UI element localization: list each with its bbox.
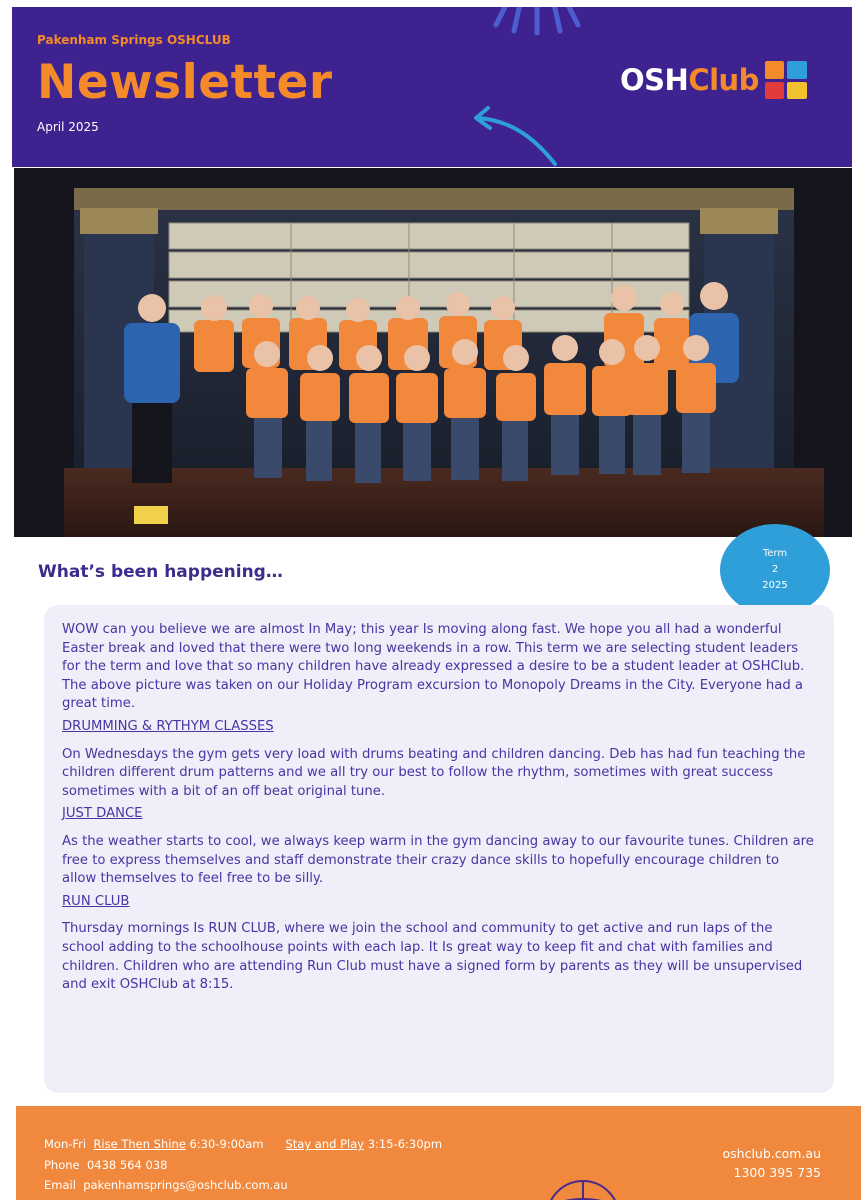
program-stay-and-play-time: 3:15-6:30pm — [367, 1137, 443, 1151]
logo-mark-icon — [765, 61, 807, 99]
email-line — [44, 1178, 288, 1192]
days-label: Mon-Fri — [44, 1137, 87, 1151]
phone-line — [44, 1158, 167, 1172]
newsletter-header — [12, 7, 852, 167]
group-photo — [14, 168, 852, 537]
logo-club: Club — [688, 63, 759, 97]
program-rise-then-shine[interactable]: Rise Then Shine — [93, 1137, 186, 1151]
section-text-just-dance: As the weather starts to cool, we always keep warm in the gym dancing away to our favourite tunes. Children are free to express themselves and staff demonstrate their crazy dance skills to hopefully encourage children to allow themselves to feel free to be silly. — [62, 833, 814, 887]
phone-number[interactable]: 0438 564 038 — [86, 1158, 168, 1172]
contact-footer — [16, 1106, 861, 1200]
term-badge-year: 2025 — [762, 580, 788, 591]
arrow-decoration — [460, 102, 570, 167]
program-rise-then-shine-time: 6:30-9:00am — [189, 1137, 264, 1151]
group-photo-illustration — [14, 168, 852, 537]
sunburst-decoration — [482, 7, 592, 55]
hours-line — [44, 1137, 442, 1151]
newsletter-content — [44, 605, 834, 1093]
email-label: Email — [44, 1178, 76, 1192]
hotline-number[interactable]: 1300 395 735 — [733, 1165, 821, 1180]
term-badge-number: 2 — [771, 564, 779, 575]
logo-osh: OSH — [620, 63, 689, 97]
term-badge-label: Term — [762, 548, 788, 559]
section-title-drumming: DRUMMING & RYTHYM CLASSES — [62, 718, 274, 734]
oshclub-logo — [620, 61, 807, 99]
issue-date: April 2025 — [37, 120, 99, 134]
program-stay-and-play[interactable]: Stay and Play — [285, 1137, 365, 1151]
section-text-run-club: Thursday mornings Is RUN CLUB, where we join the school and community to get active and run laps of the school adding to the schoolhouse points with each lap. It Is great way to keep fit and chat with families and children. Children who are attending Run Club must have a signed form by parents as they will be unsupervised and exit OSHClub at 8:15. — [62, 921, 803, 993]
phone-label: Phone — [44, 1158, 80, 1172]
section-title-run-club: RUN CLUB — [62, 893, 130, 909]
email-address[interactable]: pakenhamsprings@oshclub.com.au — [83, 1178, 288, 1192]
section-heading: What’s been happening… — [38, 562, 283, 582]
basketball-icon — [543, 1179, 623, 1200]
term-badge — [720, 524, 830, 616]
intro-paragraph: WOW can you believe we are almost In May; this year Is moving along fast. We hope you all had a wonderful Easter break and loved that there were two long weekends in a row. This term we are selecting student leaders for the term and love that so many children have already expressed a desire to be a student leader at OSHClub. The above picture was taken on our Holiday Program excursion to Monopoly Dreams in the City. Everyone had a great time. — [62, 622, 805, 712]
website-link[interactable]: oshclub.com.au — [722, 1146, 821, 1161]
section-text-drumming: On Wednesdays the gym gets very load with drums beating and children dancing. Deb has had fun teaching the children different drum patterns and we all try our best to follow the rhythm, sometimes with great success sometimes with a bit of an off beat original tune. — [62, 746, 806, 799]
center-name: Pakenham Springs OSHCLUB — [37, 33, 231, 47]
newsletter-title: Newsletter — [37, 55, 333, 110]
logo-wordmark — [620, 63, 759, 97]
section-title-just-dance: JUST DANCE — [62, 806, 143, 822]
